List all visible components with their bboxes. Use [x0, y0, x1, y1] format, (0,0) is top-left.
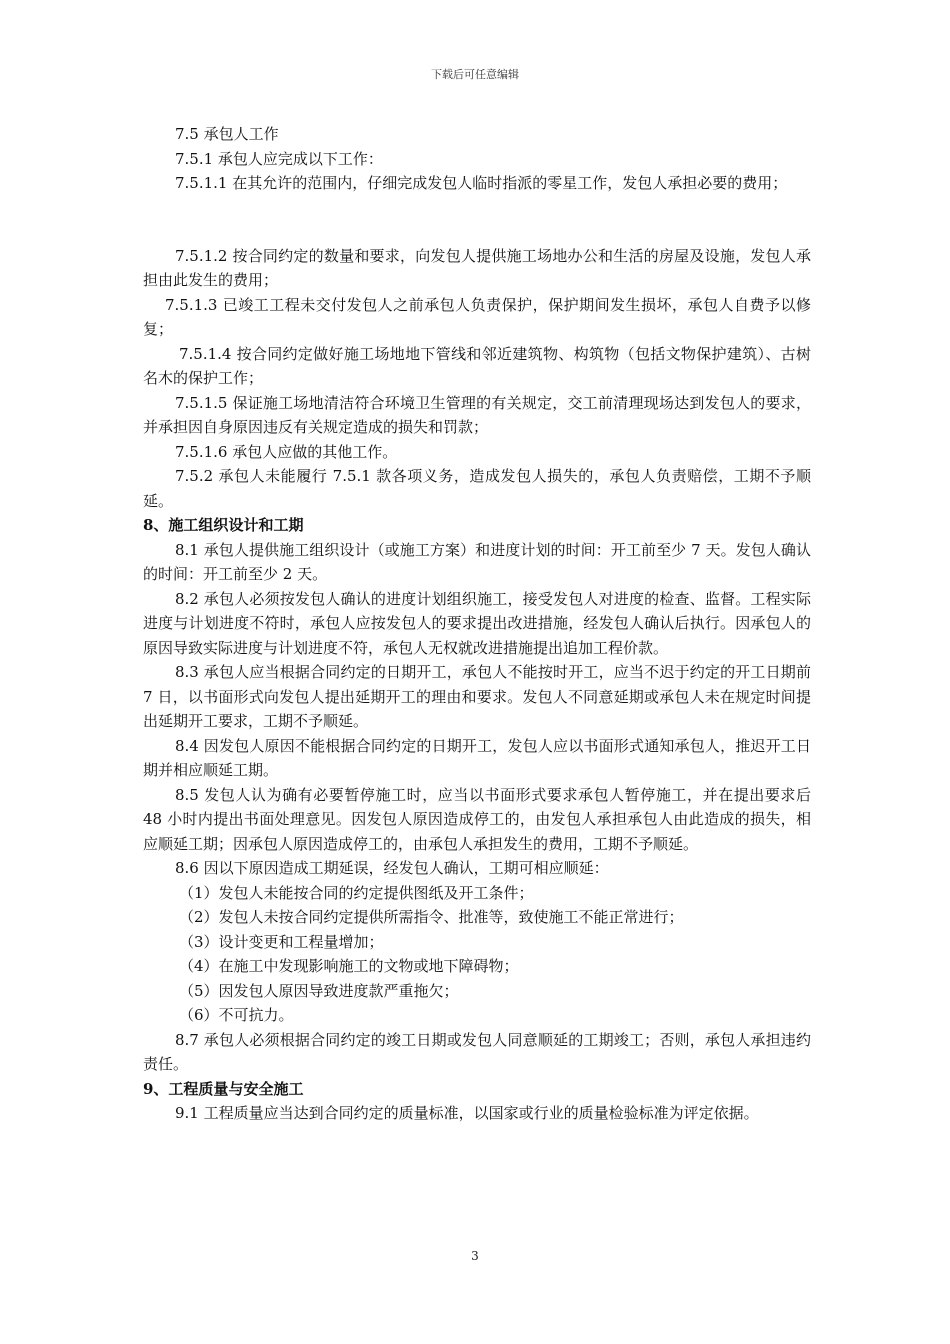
paragraph-7-5-1-3: 7.5.1.3 已竣工工程未交付发包人之前承包人负责保护，保护期间发生损坏，承包人自费予以修复；: [143, 295, 811, 338]
section-heading-8: 8、施工组织设计和工期: [143, 516, 304, 534]
paragraph-8-7: 8.7 承包人必须根据合同约定的竣工日期或发包人同意顺延的工期竣工；否则，承包人承担违约责任。: [143, 1030, 811, 1073]
page-number: 3: [471, 1249, 479, 1263]
paragraph-7-5-1-2: 7.5.1.2 按合同约定的数量和要求，向发包人提供施工场地办公和生活的房屋及设施，发包人承担由此发生的费用；: [143, 246, 811, 289]
paragraph-7-5-1-6: 7.5.1.6 承包人应做的其他工作。: [175, 442, 398, 461]
paragraph-7-5-1-4: 7.5.1.4 按合同约定做好施工场地地下管线和邻近建筑物、构筑物（包括文物保护建筑）、古树名木的保护工作；: [143, 344, 811, 387]
paragraph-7-5-1-5: 7.5.1.5 保证施工场地清洁符合环境卫生管理的有关规定，交工前清理现场达到发包人的要求，并承担因自身原因违反有关规定造成的损失和罚款；: [143, 393, 811, 436]
list-item: （3）设计变更和工程量增加；: [179, 932, 384, 951]
paragraph-7-5-2: 7.5.2 承包人未能履行 7.5.1 款各项义务，造成发包人损失的，承包人负责赔偿，工期不予顺延。: [143, 467, 811, 510]
paragraph-9-1: 9.1 工程质量应当达到合同约定的质量标准，以国家或行业的质量检验标准为评定依据。: [175, 1104, 759, 1122]
paragraph-7-5-1: 7.5.1 承包人应完成以下工作：: [175, 149, 383, 168]
list-item: （1）发包人未能按合同的约定提供图纸及开工条件；: [179, 883, 534, 902]
paragraph-8-4: 8.4 因发包人原因不能根据合同约定的日期开工，发包人应以书面形式通知承包人，推迟开工日期并相应顺延工期。: [143, 736, 811, 779]
paragraph-7-5: 7.5 承包人工作: [175, 125, 279, 143]
paragraph-8-1: 8.1 承包人提供施工组织设计（或施工方案）和进度计划的时间：开工前至少 7 天。发包人确认的时间：开工前至少 2 天。: [143, 540, 811, 583]
paragraph-8-2: 8.2 承包人必须按发包人确认的进度计划组织施工，接受发包人对进度的检查、监督。工程实际进度与计划进度不符时，承包人应按发包人的要求提出改进措施，经发包人确认后执行。因承包人的原因导致实际进度与计划进度不符，承包人无权就改进措施提出追加工程价款。: [143, 589, 811, 657]
paragraph-7-5-1-1: 7.5.1.1 在其允许的范围内，仔细完成发包人临时指派的零星工作，发包人承担必要的费用；: [175, 174, 788, 192]
document-body: [143, 122, 811, 1126]
list-item: （4）在施工中发现影响施工的文物或地下障碍物；: [179, 957, 519, 975]
page-header: 下载后可任意编辑: [431, 68, 519, 81]
paragraph-8-5: 8.5 发包人认为确有必要暂停施工时，应当以书面形式要求承包人暂停施工，并在提出要求后 48 小时内提出书面处理意见。因发包人原因造成停工的，由发包人承担承包人由此造成的损失，相应顺延工期；因承包人原因造成停工的，由承包人承担发生的费用，工期不予顺延。: [143, 785, 811, 853]
section-heading-9: 9、工程质量与安全施工: [143, 1079, 304, 1098]
list-item: （5）因发包人原因导致进度款严重拖欠；: [179, 981, 459, 1000]
paragraph-8-6: 8.6 因以下原因造成工期延误，经发包人确认，工期可相应顺延：: [175, 859, 609, 877]
paragraph-8-3: 8.3 承包人应当根据合同约定的日期开工，承包人不能按时开工，应当不迟于约定的开工日期前 7 日，以书面形式向发包人提出延期开工的理由和要求。发包人不同意延期或承包人未在规定时间提出延期开工要求，工期不予顺延。: [143, 663, 811, 730]
list-item: （2）发包人未按合同约定提供所需指令、批准等，致使施工不能正常进行；: [179, 908, 684, 926]
list-item: （6）不可抗力。: [179, 1006, 294, 1024]
blank-gap: [143, 196, 811, 244]
